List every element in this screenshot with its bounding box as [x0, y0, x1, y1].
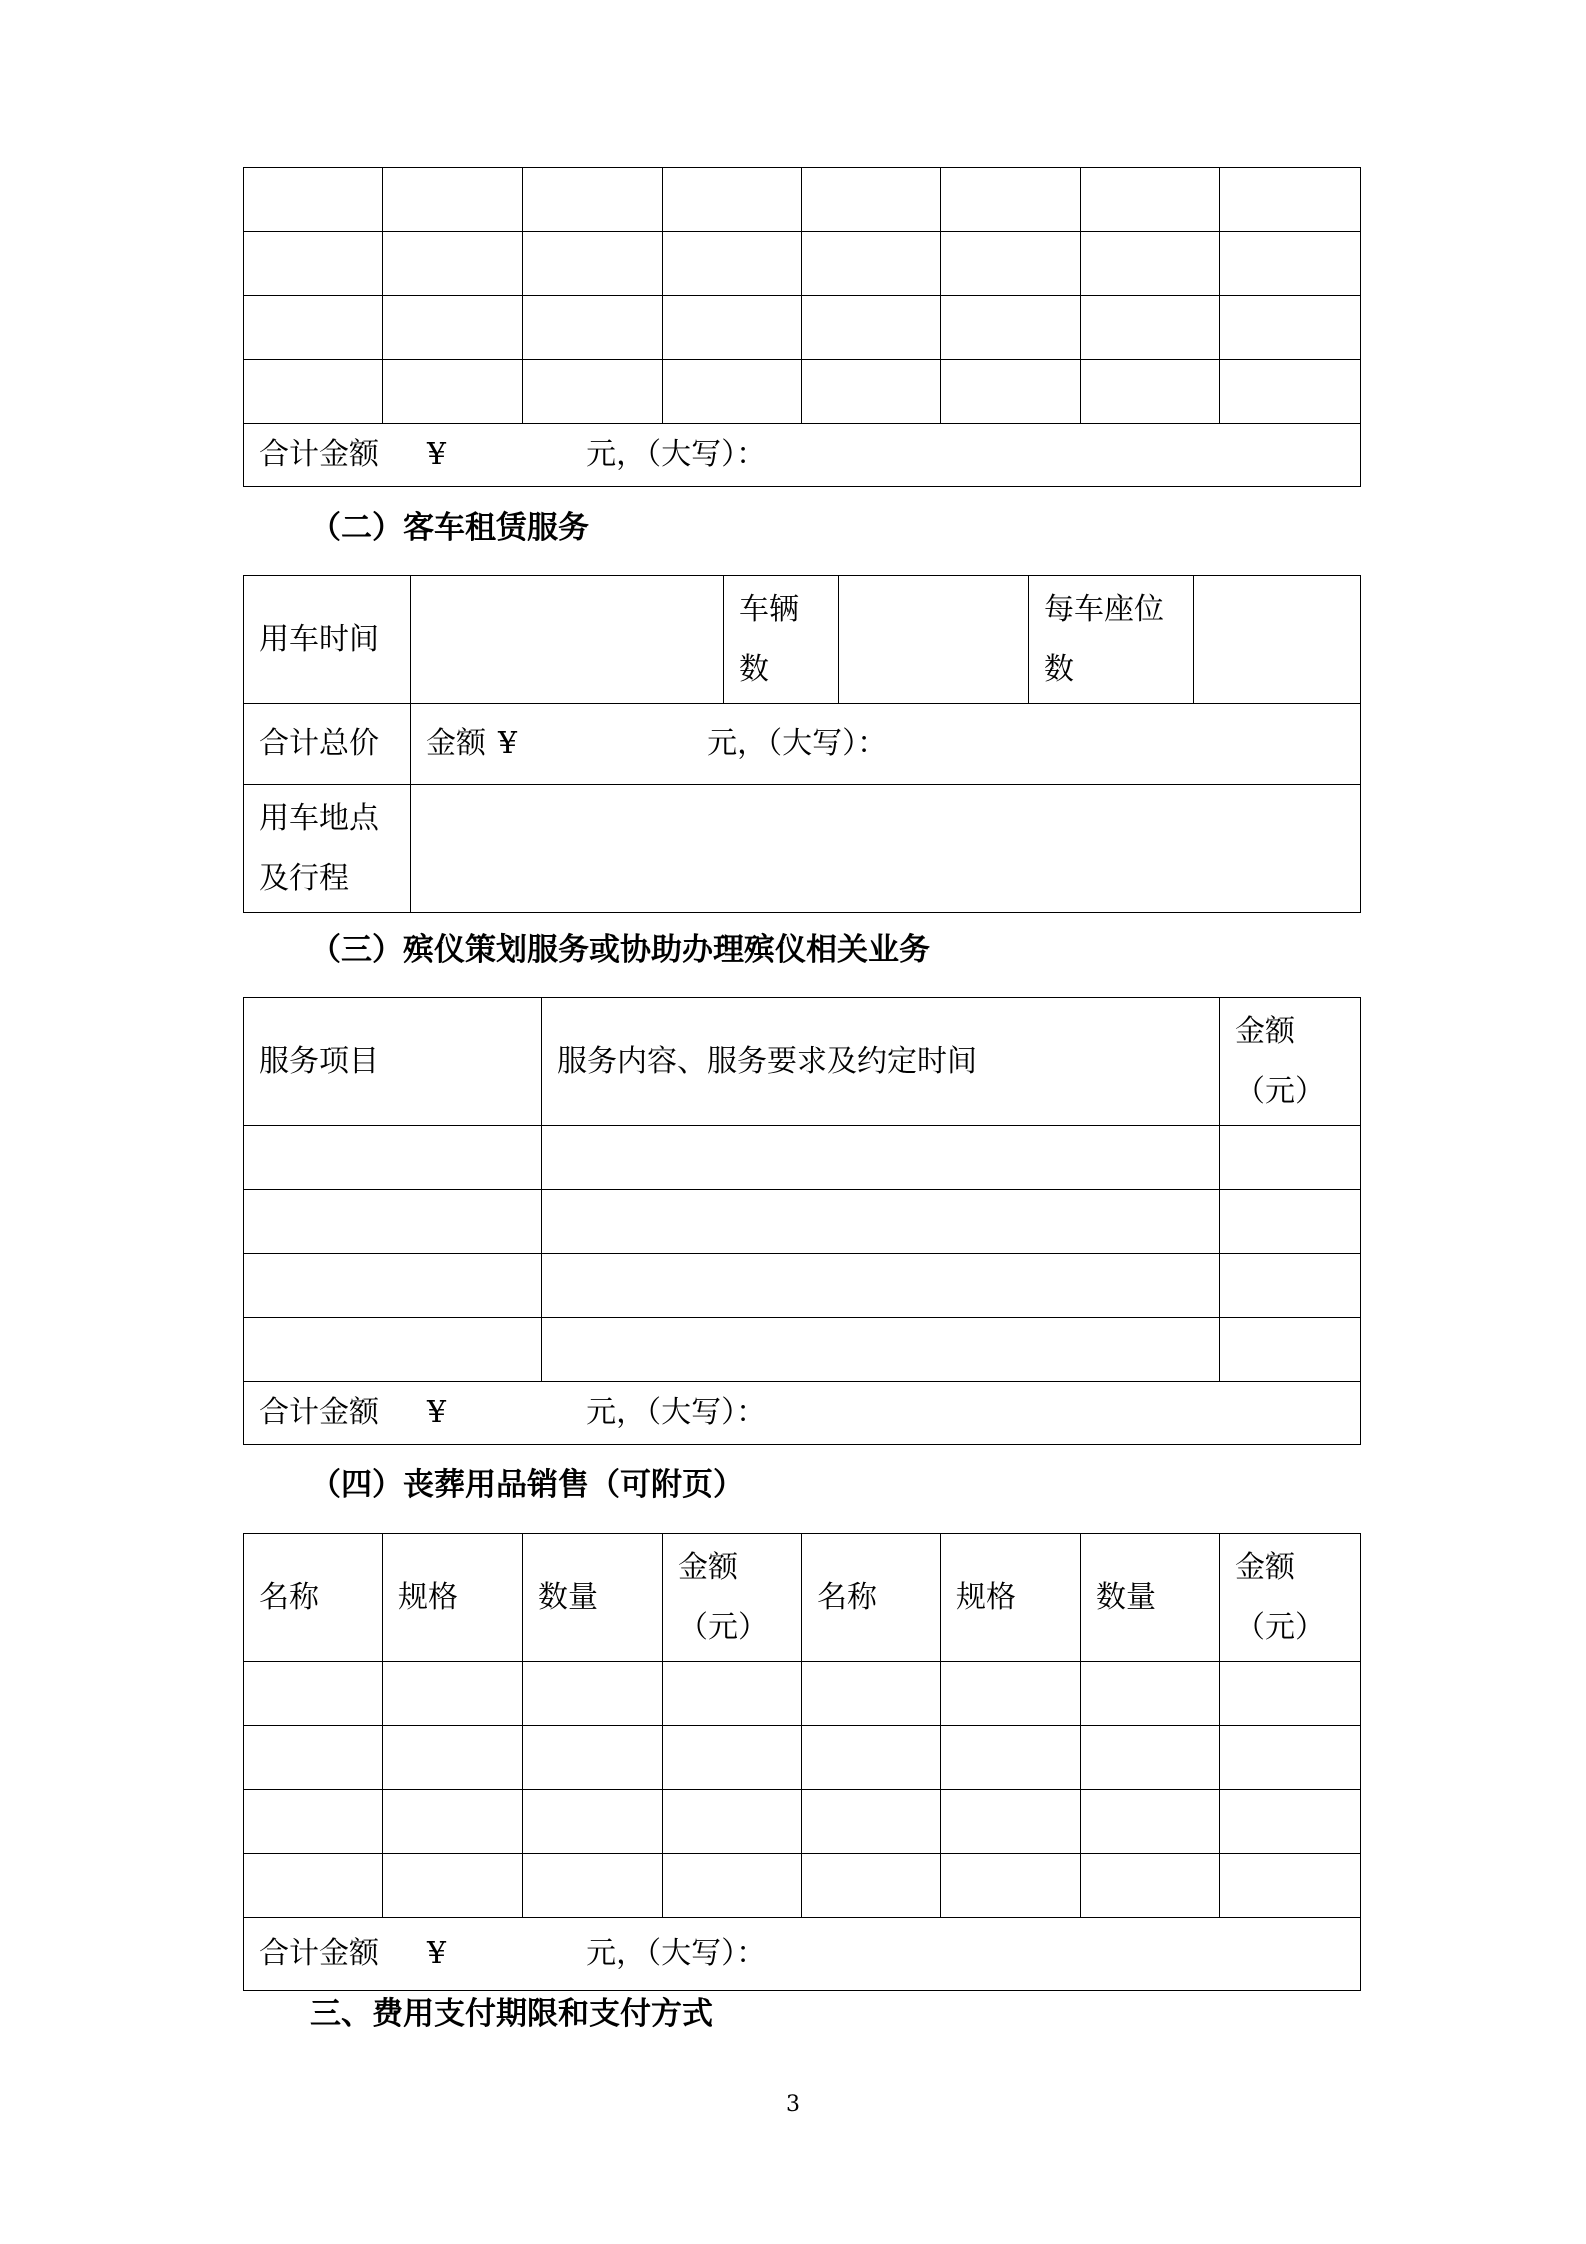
table-cell[interactable] — [244, 168, 383, 232]
column-header-service-item: 服务项目 — [244, 998, 542, 1126]
table-cell[interactable] — [663, 296, 802, 360]
yuan-uppercase-label: 元，（大写）： — [707, 726, 888, 761]
section-heading-payment: 三、费用支付期限和支付方式 — [310, 1996, 713, 2032]
table-row — [244, 704, 1361, 785]
table-cell[interactable] — [1081, 360, 1220, 424]
table-cell[interactable] — [523, 1726, 663, 1790]
table-cell[interactable] — [383, 296, 523, 360]
table-cell[interactable] — [542, 1254, 1220, 1318]
location-label-line1: 用车地点 — [259, 800, 379, 836]
table-cell[interactable] — [542, 1126, 1220, 1190]
table-cell[interactable] — [941, 1726, 1081, 1790]
location-label-line2: 及行程 — [259, 860, 349, 896]
table-cell[interactable] — [523, 232, 663, 296]
table-cell[interactable] — [383, 360, 523, 424]
table-cell[interactable] — [523, 168, 663, 232]
table-cell[interactable] — [1081, 1662, 1220, 1726]
table-cell[interactable] — [1081, 296, 1220, 360]
table-cell[interactable] — [1220, 1126, 1361, 1190]
table-cell[interactable] — [383, 1790, 523, 1854]
table-cell[interactable] — [663, 360, 802, 424]
table-cell[interactable] — [663, 1662, 802, 1726]
table-cell[interactable] — [802, 296, 941, 360]
column-header-spec: 规格 — [941, 1534, 1081, 1662]
table-cell[interactable] — [244, 1854, 383, 1918]
table-cell[interactable] — [383, 1726, 523, 1790]
currency-symbol: ¥ — [427, 1936, 447, 1971]
table-row — [244, 1254, 1361, 1318]
seats-label-line2: 数 — [1044, 651, 1074, 687]
table-cell[interactable] — [244, 232, 383, 296]
table-row — [244, 1190, 1361, 1254]
vehicle-count-label-line2: 数 — [739, 651, 769, 687]
column-header-amount-line1: 金额 — [678, 1549, 738, 1585]
table-cell[interactable] — [523, 1854, 663, 1918]
table-row — [244, 1126, 1361, 1190]
table-cell[interactable] — [1220, 1662, 1361, 1726]
table-header-row — [244, 1534, 1361, 1662]
vehicle-count-label — [724, 576, 839, 704]
column-header-amount — [1220, 1534, 1361, 1662]
table-cell[interactable] — [1220, 1790, 1361, 1854]
table-row — [244, 296, 1361, 360]
section-heading-bus-rental: （二）客车租赁服务 — [310, 510, 589, 546]
total-row — [244, 1382, 1361, 1445]
table-row — [244, 168, 1361, 232]
column-header-amount-line2: （元） — [1235, 1609, 1325, 1645]
vehicle-count-label-line1: 车辆 — [739, 591, 799, 627]
funeral-service-table — [243, 997, 1361, 1445]
section-heading-funeral-goods: （四）丧葬用品销售（可附页） — [310, 1467, 744, 1503]
table-cell[interactable] — [244, 1790, 383, 1854]
table-cell[interactable] — [663, 1726, 802, 1790]
table-cell[interactable] — [1220, 1854, 1361, 1918]
vehicle-count-field[interactable] — [839, 576, 1029, 704]
table-cell[interactable] — [1220, 1190, 1361, 1254]
table-cell[interactable] — [383, 1662, 523, 1726]
table-cell[interactable] — [941, 1662, 1081, 1726]
table-row — [244, 785, 1361, 913]
total-label: 合计金额 — [259, 1936, 379, 1971]
table-cell[interactable] — [663, 1854, 802, 1918]
table-cell[interactable] — [244, 1318, 542, 1382]
table-cell[interactable] — [663, 232, 802, 296]
use-time-label: 用车时间 — [244, 576, 411, 704]
table-cell[interactable] — [244, 296, 383, 360]
total-label: 合计金额 — [259, 437, 379, 472]
total-label: 合计金额 — [259, 1395, 379, 1430]
table-row — [244, 232, 1361, 296]
table-cell[interactable] — [523, 1790, 663, 1854]
column-header-name: 名称 — [802, 1534, 941, 1662]
total-cell[interactable] — [244, 1918, 1361, 1991]
column-header-name: 名称 — [244, 1534, 383, 1662]
table-cell[interactable] — [1220, 360, 1361, 424]
yuan-uppercase-label: 元，（大写）： — [586, 437, 767, 472]
column-header-quantity: 数量 — [1081, 1534, 1220, 1662]
currency-symbol: ¥ — [427, 437, 447, 472]
table-cell[interactable] — [1220, 1254, 1361, 1318]
table-cell[interactable] — [383, 1854, 523, 1918]
column-header-amount-line1: 金额 — [1235, 1013, 1295, 1049]
table-cell[interactable] — [383, 232, 523, 296]
location-field[interactable] — [411, 785, 1361, 913]
column-header-amount — [1220, 998, 1361, 1126]
continued-items-table — [243, 167, 1361, 487]
seats-field[interactable] — [1194, 576, 1361, 704]
table-cell[interactable] — [663, 1790, 802, 1854]
table-row — [244, 1854, 1361, 1918]
table-cell[interactable] — [1220, 232, 1361, 296]
table-cell[interactable] — [1081, 1854, 1220, 1918]
table-cell[interactable] — [244, 1126, 542, 1190]
table-cell[interactable] — [941, 232, 1081, 296]
table-cell[interactable] — [941, 360, 1081, 424]
column-header-amount-line2: （元） — [1235, 1073, 1325, 1109]
column-header-amount-line1: 金额 — [1235, 1549, 1295, 1585]
table-cell[interactable] — [542, 1318, 1220, 1382]
table-cell[interactable] — [1081, 232, 1220, 296]
seats-label-line1: 每车座位 — [1044, 591, 1164, 627]
table-cell[interactable] — [802, 1726, 941, 1790]
table-cell[interactable] — [802, 360, 941, 424]
table-cell[interactable] — [244, 1662, 383, 1726]
table-cell[interactable] — [663, 168, 802, 232]
table-cell[interactable] — [802, 232, 941, 296]
table-cell[interactable] — [244, 1190, 542, 1254]
yuan-uppercase-label: 元，（大写）： — [586, 1936, 767, 1971]
column-header-spec: 规格 — [383, 1534, 523, 1662]
page-number: 3 — [786, 2092, 800, 2117]
seats-label — [1029, 576, 1194, 704]
table-cell[interactable] — [1220, 1726, 1361, 1790]
table-cell[interactable] — [383, 168, 523, 232]
funeral-goods-table — [243, 1533, 1361, 1991]
table-row — [244, 360, 1361, 424]
column-header-service-content: 服务内容、服务要求及约定时间 — [542, 998, 1220, 1126]
table-cell[interactable] — [1220, 296, 1361, 360]
table-cell[interactable] — [941, 1790, 1081, 1854]
currency-symbol: ¥ — [498, 726, 518, 761]
total-price-field[interactable] — [411, 704, 1361, 785]
table-cell[interactable] — [1081, 1790, 1220, 1854]
amount-label: 金额 — [426, 726, 486, 761]
table-cell[interactable] — [802, 168, 941, 232]
table-cell[interactable] — [802, 1662, 941, 1726]
yuan-uppercase-label: 元，（大写）： — [586, 1395, 767, 1430]
currency-symbol: ¥ — [427, 1395, 447, 1430]
table-cell[interactable] — [1220, 1318, 1361, 1382]
table-cell[interactable] — [244, 1254, 542, 1318]
total-cell[interactable] — [244, 424, 1361, 487]
column-header-quantity: 数量 — [523, 1534, 663, 1662]
use-time-field[interactable] — [411, 576, 724, 704]
table-cell[interactable] — [542, 1190, 1220, 1254]
table-row — [244, 1662, 1361, 1726]
table-cell[interactable] — [1081, 1726, 1220, 1790]
table-cell[interactable] — [941, 168, 1081, 232]
table-row — [244, 576, 1361, 704]
table-cell[interactable] — [802, 1854, 941, 1918]
table-cell[interactable] — [941, 296, 1081, 360]
table-row — [244, 1318, 1361, 1382]
table-cell[interactable] — [523, 296, 663, 360]
table-cell[interactable] — [802, 1790, 941, 1854]
bus-rental-table — [243, 575, 1361, 913]
column-header-amount-line2: （元） — [678, 1609, 768, 1645]
total-cell[interactable] — [244, 1382, 1361, 1445]
table-row — [244, 1790, 1361, 1854]
total-row — [244, 424, 1361, 487]
table-cell[interactable] — [1081, 168, 1220, 232]
section-heading-funeral-planning: （三）殡仪策划服务或协助办理殡仪相关业务 — [310, 932, 930, 968]
table-cell[interactable] — [1220, 168, 1361, 232]
total-price-label: 合计总价 — [244, 704, 411, 785]
table-header-row — [244, 998, 1361, 1126]
column-header-amount — [663, 1534, 802, 1662]
table-cell[interactable] — [244, 360, 383, 424]
total-row — [244, 1918, 1361, 1991]
table-cell[interactable] — [244, 1726, 383, 1790]
table-cell[interactable] — [941, 1854, 1081, 1918]
location-label — [244, 785, 411, 913]
table-cell[interactable] — [523, 360, 663, 424]
table-row — [244, 1726, 1361, 1790]
table-cell[interactable] — [523, 1662, 663, 1726]
